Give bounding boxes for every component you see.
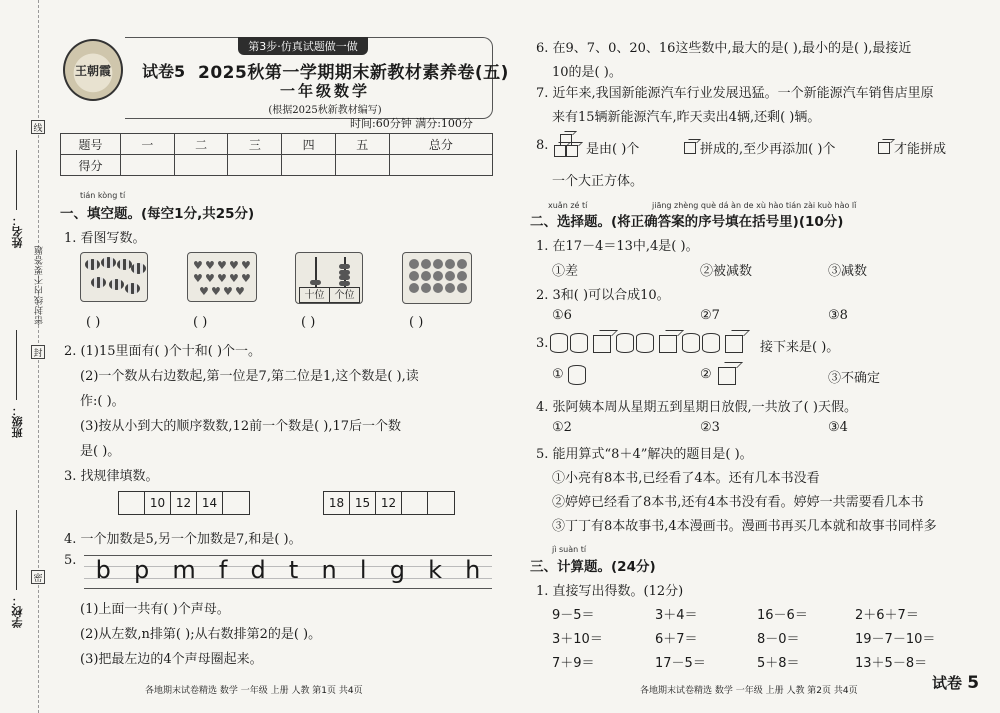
question-8-text3: 才能拼成 [894,142,947,157]
cube-icon [554,145,566,157]
calc-expression[interactable]: 6＋7＝ [655,632,698,647]
question-5-part3: (3)把最左边的4个声母圈起来。 [80,652,263,667]
question-6: 6. 在9、7、0、20、16这些数中,最大的是( ),最小的是( ),最接近 [536,41,912,56]
heart-icon: ♥ [229,272,239,285]
apple-icon [445,271,455,281]
choice-option[interactable]: ①小亮有8本书,已经看了4本。还有几本书没看 [552,471,820,486]
calc-expression[interactable]: 2＋6＋7＝ [855,608,919,623]
apple-icon [457,283,467,293]
stacked-cubes-picture [550,128,582,158]
footer-left: 各地期末试卷精选 数学 一年级 上册 人教 第1页 共4页 [145,686,363,696]
calc-expression[interactable]: 17－5＝ [655,656,706,671]
question-8-cont: 一个大正方体。 [552,174,644,189]
letter: h [465,556,481,584]
abacus-bead [339,275,350,280]
choice-option[interactable]: ③丁丁有8本故事书,4本漫画书。漫画书再买几本就和故事书同样多 [552,519,937,534]
sequence-cell: 12 [171,492,197,514]
binding-margin [0,0,50,713]
step-badge: 第3步·仿真试题做一做 [238,37,368,55]
ones-place-label: 个位 [334,290,355,301]
bees-picture [80,252,148,302]
logo-text: 王朝霞 [74,63,111,78]
sequence-cell[interactable] [428,492,454,514]
paper-number: 试卷5 [142,62,186,81]
question-5-part1: (1)上面一共有( )个声母。 [80,602,230,617]
answer-blank[interactable]: ( ) [193,315,208,330]
choice-option[interactable]: ①2 [552,420,572,435]
question-8-number: 8. [536,138,549,153]
seal-char-mi: 密 [31,570,45,584]
cylinder-icon [568,365,586,385]
section1-title: 一、填空题。(每空1分,共25分) [60,206,255,222]
abacus-bead [339,264,350,269]
shape-pattern-sequence [550,330,760,356]
seal-notice: 密封线内不要答题 [35,245,45,325]
score-table [60,133,493,176]
heart-icon: ♥ [229,259,239,272]
consonant-letters [84,554,492,586]
apples-picture [402,252,472,304]
choice-option[interactable]: ②7 [700,308,720,323]
score-cell: 二 [174,134,228,155]
cube-icon [725,335,743,353]
apple-icon [433,259,443,269]
score-table-header-row [61,134,493,155]
choice-question-2: 2. 3和( )可以合成10。 [536,288,670,303]
tens-place-label: 十位 [300,288,330,302]
seal-char-feng: 封 [31,345,45,359]
section3-title: 三、计算题。(24分) [530,559,656,575]
question-8-text2: 拼成的,至少再添加( )个 [700,142,836,157]
answer-blank[interactable]: ( ) [409,315,424,330]
question-5-part2: (2)从左数,n排第( );从右数排第2的是( )。 [80,627,322,642]
choice-option[interactable]: ②婷婷已经看了8本书,还有4本书没有看。婷婷一共需要看几本书 [552,495,924,510]
sequence-cell: 14 [197,492,223,514]
small-cube-icon [684,142,696,154]
question-1: 1. 看图写数。 [64,231,146,246]
letter: k [428,556,442,584]
abacus-place-labels [299,287,360,303]
cylinder-icon [550,333,568,353]
cylinder-icon [702,333,720,353]
choice-option[interactable]: ② [700,367,712,382]
apple-icon [445,283,455,293]
letter: d [250,556,266,584]
bee-icon [109,279,124,290]
apple-icon [457,271,467,281]
apple-icon [421,259,431,269]
calc-expression[interactable]: 7＋9＝ [552,656,595,671]
score-input-cell[interactable] [174,155,228,176]
cube-icon [718,367,736,385]
apple-icon [433,271,443,281]
choice-option[interactable]: ③4 [828,420,848,435]
section1-pinyin: tián kòng tí [80,191,126,200]
cylinder-icon [636,333,654,353]
heart-icon: ♥ [205,259,215,272]
letter: p [133,556,150,584]
score-cell: 四 [282,134,336,155]
class-write-line [16,330,17,400]
heart-icon: ♥ [217,272,227,285]
seal-char-xian: 线 [31,120,45,134]
choice-option[interactable]: ③8 [828,308,848,323]
cube-icon [566,145,578,157]
calc-question-1: 1. 直接写出得数。(12分) [536,584,684,599]
heart-icon: ♥ [211,285,221,298]
heart-icon: ♥ [193,272,203,285]
score-row-label: 得分 [61,155,121,176]
letter: b [95,556,111,584]
calc-expression[interactable]: 5＋8＝ [757,656,800,671]
heart-icon: ♥ [223,285,233,298]
hearts-picture [187,252,257,302]
edition-note: (根据2025秋新教材编写) [268,105,382,116]
pattern-sequence-2 [323,491,455,515]
letter: g [389,556,405,584]
score-input-cell[interactable] [335,155,389,176]
score-input-cell[interactable] [228,155,282,176]
heart-icon: ♥ [241,259,251,272]
question-8-text1: 是由( )个 [586,142,640,157]
bee-icon [131,263,146,274]
footer-right: 各地期末试卷精选 数学 一年级 上册 人教 第2页 共4页 [640,686,858,696]
letter: n [321,556,337,584]
heart-icon: ♥ [193,259,203,272]
heart-icon: ♥ [241,272,251,285]
brand-logo [63,39,123,101]
bee-icon [85,259,100,270]
score-input-cell[interactable] [389,155,492,176]
score-cell: 题号 [61,134,121,155]
name-label: 姓名： [11,215,24,248]
bee-icon [101,257,116,268]
answer-blank[interactable]: ( ) [86,315,101,330]
choice-option[interactable]: ③不确定 [828,371,881,386]
calc-expression[interactable]: 13＋5－8＝ [855,656,928,671]
calc-expression[interactable]: 8－0＝ [757,632,800,647]
letter: t [288,556,299,584]
letter: m [172,556,196,584]
question-2-part3-cont: 是( )。 [80,444,121,459]
question-2-part2: (2)一个数从右边数起,第一位是7,第二位是1,这个数是( ),读 [80,369,419,384]
apple-icon [409,259,419,269]
sequence-cell[interactable] [223,492,249,514]
choice-question-1: 1. 在17－4＝13中,4是( )。 [536,239,699,254]
score-cell: 五 [335,134,389,155]
answer-blank[interactable]: ( ) [301,315,316,330]
section3-pinyin: jì suàn tí [552,545,587,554]
question-4: 4. 一个加数是5,另一个加数是7,和是( )。 [64,532,302,547]
letter: l [359,556,367,584]
sequence-cell[interactable] [119,492,145,514]
apple-icon [421,271,431,281]
school-label: 学校： [11,595,24,628]
cube-icon [593,335,611,353]
score-input-cell[interactable] [121,155,175,176]
question-2-part1: 2. (1)15里面有( )个十和( )个一。 [64,344,262,359]
name-write-line [16,150,17,210]
time-and-score-info: 时间:60分钟 满分:100分 [350,117,473,130]
page-tag [932,672,979,693]
question-7-cont: 来有15辆新能源汽车,昨天卖出4辆,还剩( )辆。 [552,110,821,125]
calc-expression[interactable]: 19－7－10＝ [855,632,936,647]
section2-title: 二、选择题。(将正确答案的序号填在括号里)(10分) [530,214,844,230]
abacus-bead [339,281,350,286]
choice-question-5: 5. 能用算式“8＋4”解决的题目是( )。 [536,447,753,462]
choice-question-4: 4. 张阿姨本周从星期五到星期日放假,一共放了( )天假。 [536,400,857,415]
calc-expression[interactable]: 3＋4＝ [655,608,698,623]
class-label: 班级： [11,405,24,438]
choice-option[interactable]: ③减数 [828,264,868,279]
calc-expression[interactable]: 16－6＝ [757,608,808,623]
cylinder-icon [616,333,634,353]
bee-icon [125,283,140,294]
choice-option[interactable]: ②3 [700,420,720,435]
heart-icon: ♥ [217,259,227,272]
apple-icon [457,259,467,269]
bee-icon [91,277,106,288]
subject-title: 一年级数学 [279,82,370,100]
letter: f [218,556,228,584]
score-cell: 一 [121,134,175,155]
bee-icon [117,259,132,270]
abacus-picture [295,252,363,304]
apple-icon [409,283,419,293]
question-5-number: 5. [64,553,77,568]
choice-question-3-tail: 接下来是( )。 [760,340,840,355]
question-7: 7. 近年来,我国新能源汽车行业发展迅猛。一个新能源汽车销售店里原 [536,86,934,101]
question-2-part2-cont: 作:( )。 [80,394,125,409]
question-3: 3. 找规律填数。 [64,469,159,484]
choice-option[interactable]: ①差 [552,264,579,279]
section2-pinyin: xuǎn zé tí [548,201,588,210]
sequence-cell: 12 [376,492,402,514]
page-tag-number: 5 [967,673,980,693]
apple-icon [421,283,431,293]
heart-icon: ♥ [205,272,215,285]
apple-icon [445,259,455,269]
sequence-cell: 15 [350,492,376,514]
heart-icon: ♥ [199,285,209,298]
calc-expression[interactable]: 9－5＝ [552,608,595,623]
choice-question-3-number: 3. [536,336,549,351]
apple-icon [433,283,443,293]
sequence-cell[interactable] [402,492,428,514]
heart-icon: ♥ [235,285,245,298]
sequence-cell: 18 [324,492,350,514]
apple-icon [409,271,419,281]
cylinder-icon [682,333,700,353]
choice-option[interactable]: ①6 [552,308,572,323]
cylinder-icon [570,333,588,353]
score-table-score-row [61,155,493,176]
school-write-line [16,510,17,590]
calc-expression[interactable]: 3＋10＝ [552,632,603,647]
small-cube-icon [878,142,890,154]
page-tag-label: 试卷 [932,674,963,692]
pattern-sequence-1 [118,491,250,515]
question-6-cont: 10的是( )。 [552,65,622,80]
abacus-bead [310,280,321,285]
score-input-cell[interactable] [282,155,336,176]
choice-option[interactable]: ① [552,367,564,382]
score-cell: 总分 [389,134,492,155]
choice-option[interactable]: ②被减数 [700,264,753,279]
section2-pinyin-2: jiāng zhèng què dá àn de xù hào tián zài kuò hào lǐ [652,201,857,210]
score-cell: 三 [228,134,282,155]
paper-title: 2025秋第一学期期末新教材素养卷(五) [198,63,509,83]
question-2-part3: (3)按从小到大的顺序数数,12前一个数是( ),17后一个数 [80,419,402,434]
cube-icon [659,335,677,353]
sequence-cell: 10 [145,492,171,514]
